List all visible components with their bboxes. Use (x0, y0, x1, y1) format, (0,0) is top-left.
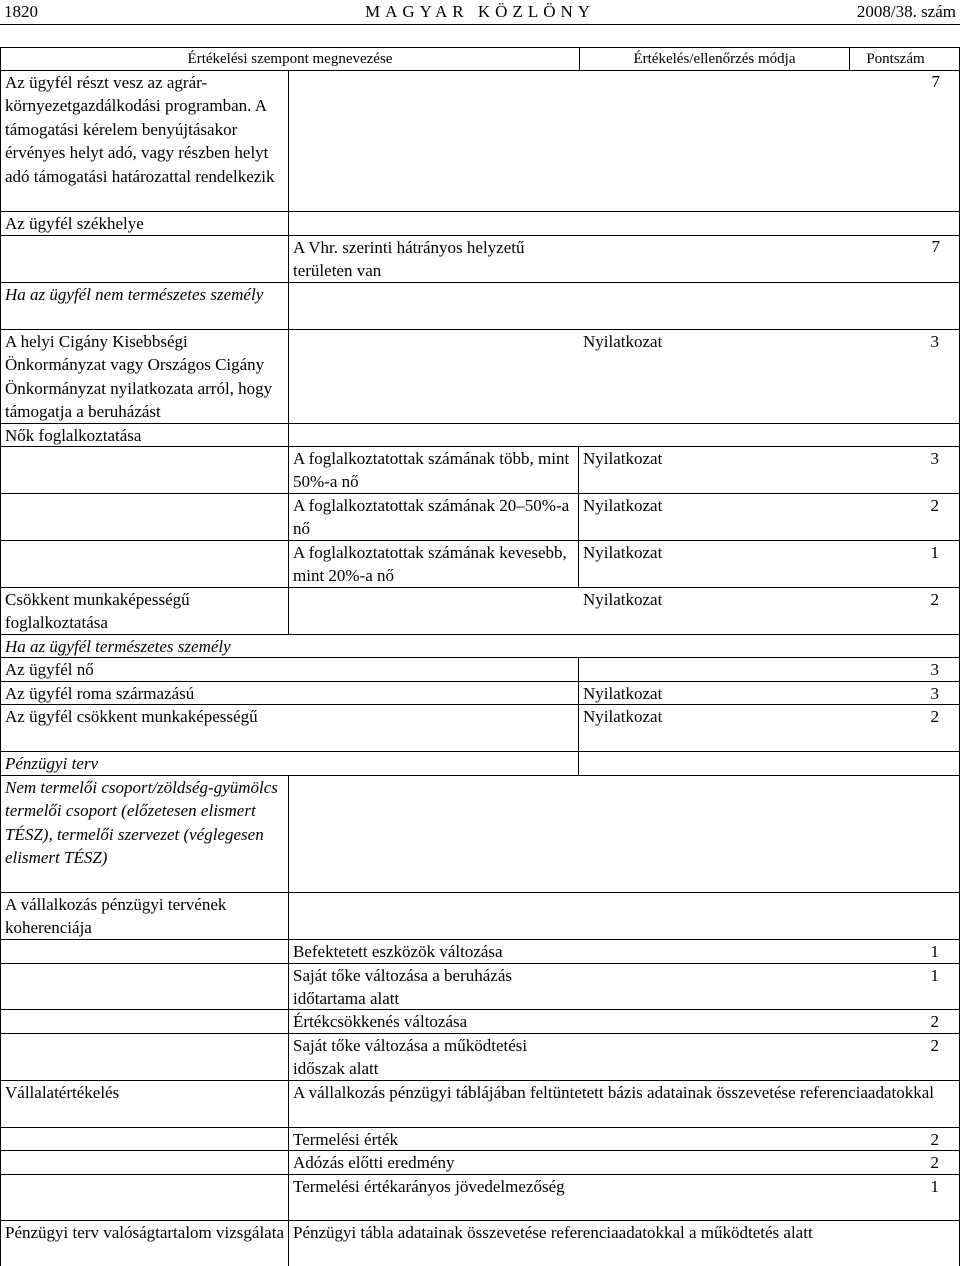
sub-criterion-cell: Saját tőke változása a beruházás időtartama alatt (289, 963, 579, 1009)
table-row (0, 1009, 960, 1033)
points-cell: 2 (850, 1127, 960, 1150)
table-row (0, 1033, 960, 1080)
method-cell: Nyilatkozat (579, 681, 850, 704)
criterion-cell: Az ügyfél nő (0, 657, 579, 681)
table-row (0, 70, 960, 211)
table-header-row (0, 47, 960, 70)
criterion-cell: Vállalatértékelés (0, 1080, 289, 1127)
page-header (0, 0, 960, 25)
points-cell: 7 (931, 237, 940, 256)
method-cell: Nyilatkozat (579, 540, 850, 587)
section-heading: Pénzügyi terv (0, 751, 579, 775)
method-cell: Nyilatkozat (579, 329, 850, 423)
table-row (0, 704, 960, 751)
table-row (0, 1150, 960, 1174)
sub-criterion-cell: Pénzügyi tábla adatainak összevetése referenciaadatokkal a működtetés alatt (289, 1220, 960, 1266)
criterion-cell: Az ügyfél székhelye (0, 211, 289, 235)
sub-criterion-cell: A vállalkozás pénzügyi táblájában feltüntetett bázis adatainak összevetése referenciaadatokkal (289, 1080, 960, 1127)
sub-criterion-cell: A foglalkoztatottak számának kevesebb, mint 20%-a nő (289, 540, 579, 587)
section-heading: Nem termelői csoport/zöldség-gyümölcs termelői csoport (előzetesen elismert TÉSZ), termelői szervezet (véglegesen elismert TÉSZ) (0, 775, 289, 892)
points-cell: 2 (850, 587, 960, 634)
criterion-cell: Az ügyfél csökkent munkaképességű (0, 704, 579, 751)
points-cell: 3 (850, 681, 960, 704)
column-header-criterion: Értékelési szempont megnevezése (0, 47, 580, 70)
criterion-cell: Pénzügyi terv valóságtartalom vizsgálata (0, 1220, 289, 1266)
sub-criterion-cell: A foglalkoztatottak számának több, mint 50%-a nő (289, 446, 579, 493)
points-cell: 2 (850, 493, 960, 540)
table-row (0, 423, 960, 446)
table-row (0, 1080, 960, 1127)
table-row (0, 329, 960, 423)
method-cell: Nyilatkozat (579, 446, 850, 493)
sub-criterion-cell: Termelési értékarányos jövedelmezőség (289, 1174, 579, 1220)
method-cell: Nyilatkozat (579, 587, 850, 634)
points-cell: 3 (850, 657, 960, 681)
issue-number: 2008/38. szám (856, 2, 956, 21)
sub-criterion-cell: Befektetett eszközök változása (289, 939, 850, 963)
table-row (0, 775, 960, 892)
points-cell: 1 (850, 1174, 960, 1220)
points-cell: 2 (850, 1009, 960, 1033)
table-row (0, 963, 960, 1009)
method-cell: Nyilatkozat (579, 493, 850, 540)
column-header-points: Pontszám (850, 47, 960, 70)
criterion-cell: A helyi Cigány Kisebbségi Önkormányzat vagy Országos Cigány Önkormányzat nyilatkozata arról, hogy támogatja a beruházást (0, 329, 289, 423)
page-number: 1820 (4, 2, 38, 21)
criterion-cell: Csökkent munkaképességű foglalkoztatása (0, 587, 289, 634)
sub-criterion-cell: Saját tőke változása a működtetési időszak alatt (289, 1033, 579, 1080)
points-cell: 7 (931, 72, 940, 91)
section-heading: Ha az ügyfél természetes személy (0, 634, 289, 657)
table-row (0, 211, 960, 235)
table-row (0, 540, 960, 587)
table-row (0, 282, 960, 329)
table-row (0, 751, 960, 775)
method-cell: Nyilatkozat (579, 704, 850, 751)
journal-title: MAGYAR KÖZLÖNY (364, 2, 596, 21)
section-heading: Ha az ügyfél nem természetes személy (0, 282, 289, 329)
points-cell: 2 (850, 1150, 960, 1174)
table-row (0, 1127, 960, 1150)
table-row (0, 446, 960, 493)
points-cell: 1 (850, 939, 960, 963)
table-row (0, 1220, 960, 1266)
points-cell: 1 (850, 540, 960, 587)
table-row (0, 587, 960, 634)
criterion-cell: Az ügyfél roma származású (0, 681, 579, 704)
column-header-method: Értékelés/ellenőrzés módja (580, 47, 850, 70)
points-cell: 2 (850, 704, 960, 751)
points-cell: 3 (850, 329, 960, 423)
table-row (0, 493, 960, 540)
table-row (0, 892, 960, 939)
table-row (0, 634, 960, 657)
table-row (0, 235, 960, 282)
table-row (0, 1174, 960, 1220)
table-row (0, 939, 960, 963)
criterion-cell: A vállalkozás pénzügyi tervének koherenciája (0, 892, 289, 939)
table-row (0, 681, 960, 704)
sub-criterion-cell: Értékcsökkenés változása (289, 1009, 850, 1033)
points-cell: 1 (850, 963, 960, 1009)
sub-criterion-cell: A Vhr. szerinti hátrányos helyzetű területen van (289, 235, 579, 282)
sub-criterion-cell: Termelési érték (289, 1127, 850, 1150)
points-cell: 3 (850, 446, 960, 493)
criterion-cell: Nők foglalkoztatása (0, 423, 289, 446)
sub-criterion-cell: A foglalkoztatottak számának 20–50%-a nő (289, 493, 579, 540)
sub-criterion-cell: Adózás előtti eredmény (289, 1150, 850, 1174)
points-cell: 2 (850, 1033, 960, 1080)
table-row (0, 657, 960, 681)
criterion-cell: Az ügyfél részt vesz az agrár-környezetgazdálkodási programban. A támogatási kérelem benyújtásakor érvényes helyt adó, vagy részben helyt adó támogatási határozattal rendelkezik (0, 70, 289, 211)
